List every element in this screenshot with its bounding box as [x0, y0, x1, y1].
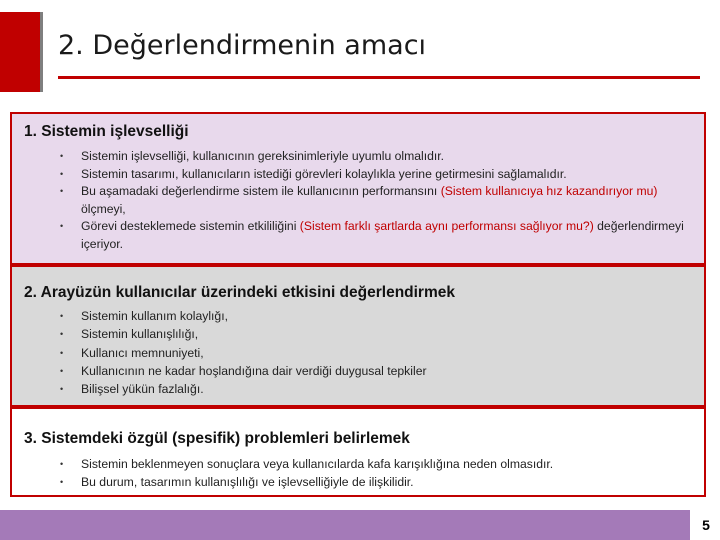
section-interface-impact	[10, 265, 706, 407]
list-item-text: Kullanıcı memnuniyeti,	[81, 345, 204, 360]
list-item-text: Sistemin beklenmeyen sonuçlara veya kullanıcılarda kafa karışıklığına neden olmasıdır.	[81, 457, 554, 471]
bullet-list	[58, 148, 690, 253]
bullet-icon: •	[60, 329, 64, 340]
section-heading: 2. Arayüzün kullanıcılar üzerindeki etkisini değerlendirmek	[24, 284, 455, 301]
footer-bar	[0, 510, 690, 540]
slide-title: 2. Değerlendirmenin amacı	[58, 30, 427, 61]
section-heading: 3. Sistemdeki özgül (spesifik) problemleri belirlemek	[24, 430, 410, 447]
bullet-list	[58, 307, 690, 398]
title-accent-stripe	[40, 12, 43, 92]
list-item	[58, 456, 690, 474]
bullet-icon: •	[60, 384, 64, 395]
section-heading: 1. Sistemin işlevselliği	[24, 123, 189, 140]
bullet-list	[58, 456, 690, 491]
list-item-tail: değerlendirmeyi içeriyor.	[81, 219, 684, 251]
list-item-text: Kullanıcının ne kadar hoşlandığına dair verdiği duygusal tepkiler	[81, 363, 427, 378]
list-item	[58, 474, 690, 492]
list-item-text: Sistemin işlevselliği, kullanıcının gereksinimleriyle uyumlu olmalıdır.	[81, 149, 445, 163]
highlighted-note: (Sistem farklı şartlarda aynı performansı sağlıyor mu?)	[299, 219, 594, 233]
title-accent-bar	[0, 12, 40, 92]
bullet-icon: •	[60, 151, 64, 161]
list-item-text: Sistemin kullanışlılığı,	[81, 327, 199, 342]
list-item-text: Bilişsel yükün fazlalığı.	[81, 382, 204, 397]
list-item-text: Görevi desteklemede sistemin etkililiğini	[81, 219, 300, 233]
list-item	[58, 148, 690, 166]
list-item	[58, 307, 690, 325]
section-specific-problems	[10, 407, 706, 497]
bullet-icon: •	[60, 459, 64, 469]
list-item	[58, 218, 690, 253]
list-item	[58, 344, 690, 362]
title-underline	[58, 76, 700, 79]
bullet-icon: •	[60, 476, 64, 487]
list-item	[58, 325, 690, 343]
list-item	[58, 183, 690, 218]
list-item-text: Sistemin tasarımı, kullanıcıların istediği görevleri kolaylıkla yerine getirmesini sağlamalıdır.	[81, 166, 567, 181]
highlighted-note: (Sistem kullanıcıya hız kazandırıyor mu)	[440, 184, 658, 198]
list-item-text: Sistemin kullanım kolaylığı,	[81, 309, 228, 323]
section-functionality	[10, 112, 706, 265]
bullet-icon: •	[60, 311, 64, 321]
list-item	[58, 380, 690, 398]
list-item-tail: ölçmeyi,	[81, 201, 126, 216]
list-item	[58, 166, 690, 184]
list-item	[58, 362, 690, 380]
list-item-text: Bu durum, tasarımın kullanışlılığı ve işlevselliğiyle de ilişkilidir.	[81, 474, 414, 489]
bullet-icon: •	[60, 168, 64, 179]
list-item-text: Bu aşamadaki değerlendirme sistem ile kullanıcının performansını	[81, 184, 441, 198]
bullet-icon: •	[60, 365, 64, 376]
bullet-icon: •	[60, 221, 64, 231]
bullet-icon: •	[60, 186, 64, 196]
page-number: 5	[692, 510, 720, 540]
bullet-icon: •	[60, 347, 64, 358]
